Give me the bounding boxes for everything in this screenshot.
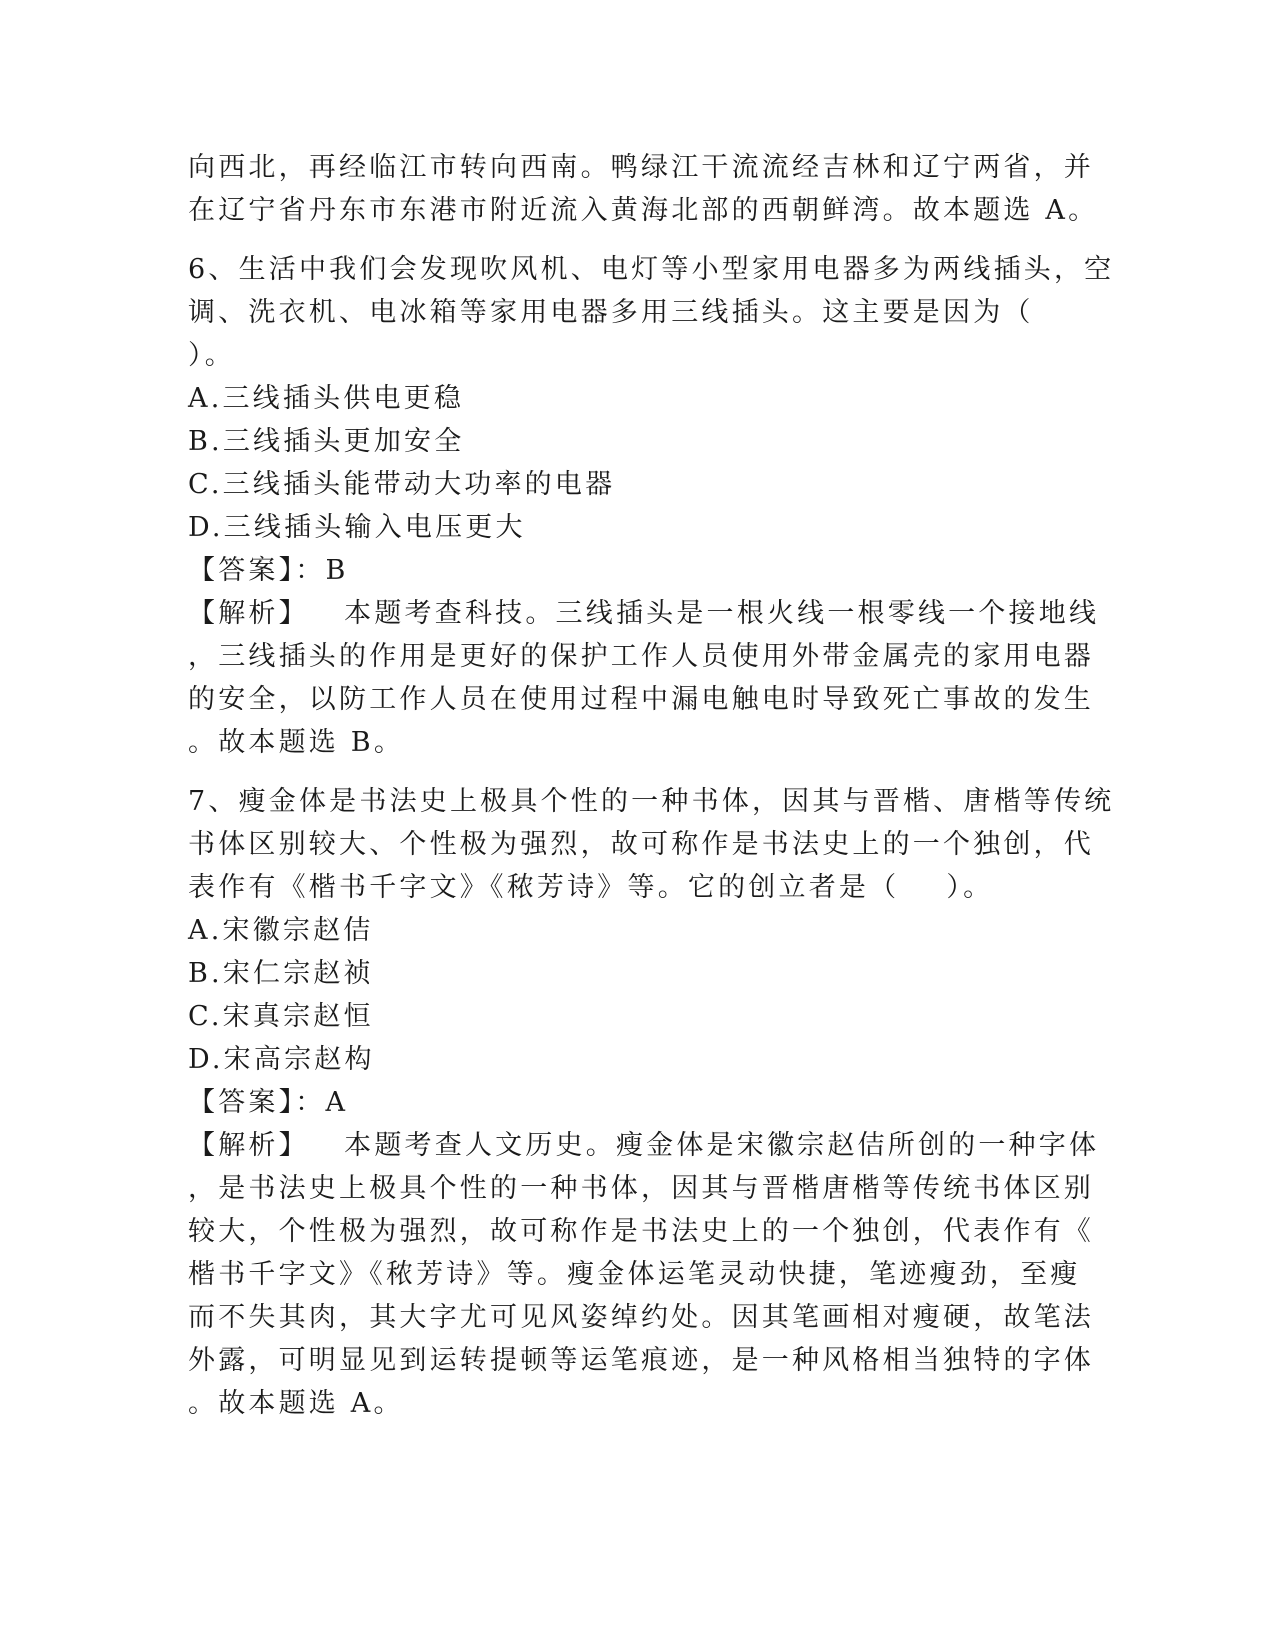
answer-line: 【答案】：B	[188, 555, 349, 586]
analysis-line: 外露，可明显见到运转提顿等运笔痕迹，是一种风格相当独特的字体	[188, 1345, 1094, 1376]
analysis-line: 楷书千字文》《秾芳诗》等。瘦金体运笔灵动快捷，笔迹瘦劲，至瘦	[188, 1259, 1081, 1290]
question-stem-line: 书体区别较大、个性极为强烈，故可称作是书法史上的一个独创，代	[188, 829, 1094, 860]
analysis-line: 而不失其肉，其大字尤可见风姿绰约处。因其笔画相对瘦硬，故笔法	[188, 1302, 1094, 1333]
analysis-line: 【解析】 本题考查科技。三线插头是一根火线一根零线一个接地线	[188, 598, 1100, 629]
previous-analysis-continuation	[188, 146, 1099, 232]
option-b: B.三线插头更加安全	[188, 426, 465, 457]
option-d: D.宋高宗赵构	[188, 1044, 375, 1075]
question-stem-line: 6、生活中我们会发现吹风机、电灯等小型家用电器多为两线插头，空	[188, 254, 1115, 285]
option-a: A.三线插头供电更稳	[188, 383, 465, 414]
question-stem-line: 7、瘦金体是书法史上极具个性的一种书体，因其与晋楷、唐楷等传统	[188, 786, 1115, 817]
question-stem-line: 表作有《楷书千字文》《秾芳诗》等。它的创立者是（ ）。	[188, 872, 994, 903]
text-line: 向西北，再经临江市转向西南。鸭绿江干流流经吉林和辽宁两省，并	[188, 152, 1094, 183]
option-c: C.宋真宗赵恒	[188, 1001, 374, 1032]
question-6	[188, 248, 1115, 764]
document-page	[188, 146, 1115, 1425]
option-a: A.宋徽宗赵佶	[188, 915, 374, 946]
analysis-line: ，三线插头的作用是更好的保护工作人员使用外带金属壳的家用电器	[188, 641, 1094, 672]
option-d: D.三线插头输入电压更大	[188, 512, 526, 543]
analysis-line: 较大，个性极为强烈，故可称作是书法史上的一个独创，代表作有《	[188, 1216, 1094, 1247]
question-stem-line: ）。	[188, 340, 235, 371]
question-7	[188, 780, 1115, 1425]
analysis-line: 。故本题选 A。	[188, 1388, 404, 1419]
analysis-line: 。故本题选 B。	[188, 727, 405, 758]
text-line: 在辽宁省丹东市东港市附近流入黄海北部的西朝鲜湾。故本题选 A。	[188, 195, 1099, 226]
question-stem-line: 调、洗衣机、电冰箱等家用电器多用三线插头。这主要是因为（	[188, 297, 1034, 328]
option-c: C.三线插头能带动大功率的电器	[188, 469, 616, 500]
answer-line: 【答案】：A	[188, 1087, 349, 1118]
analysis-line: 的安全，以防工作人员在使用过程中漏电触电时导致死亡事故的发生	[188, 684, 1094, 715]
analysis-line: 【解析】 本题考查人文历史。瘦金体是宋徽宗赵佶所创的一种字体	[188, 1130, 1100, 1161]
option-b: B.宋仁宗赵祯	[188, 958, 374, 989]
analysis-line: ，是书法史上极具个性的一种书体，因其与晋楷唐楷等传统书体区别	[188, 1173, 1094, 1204]
